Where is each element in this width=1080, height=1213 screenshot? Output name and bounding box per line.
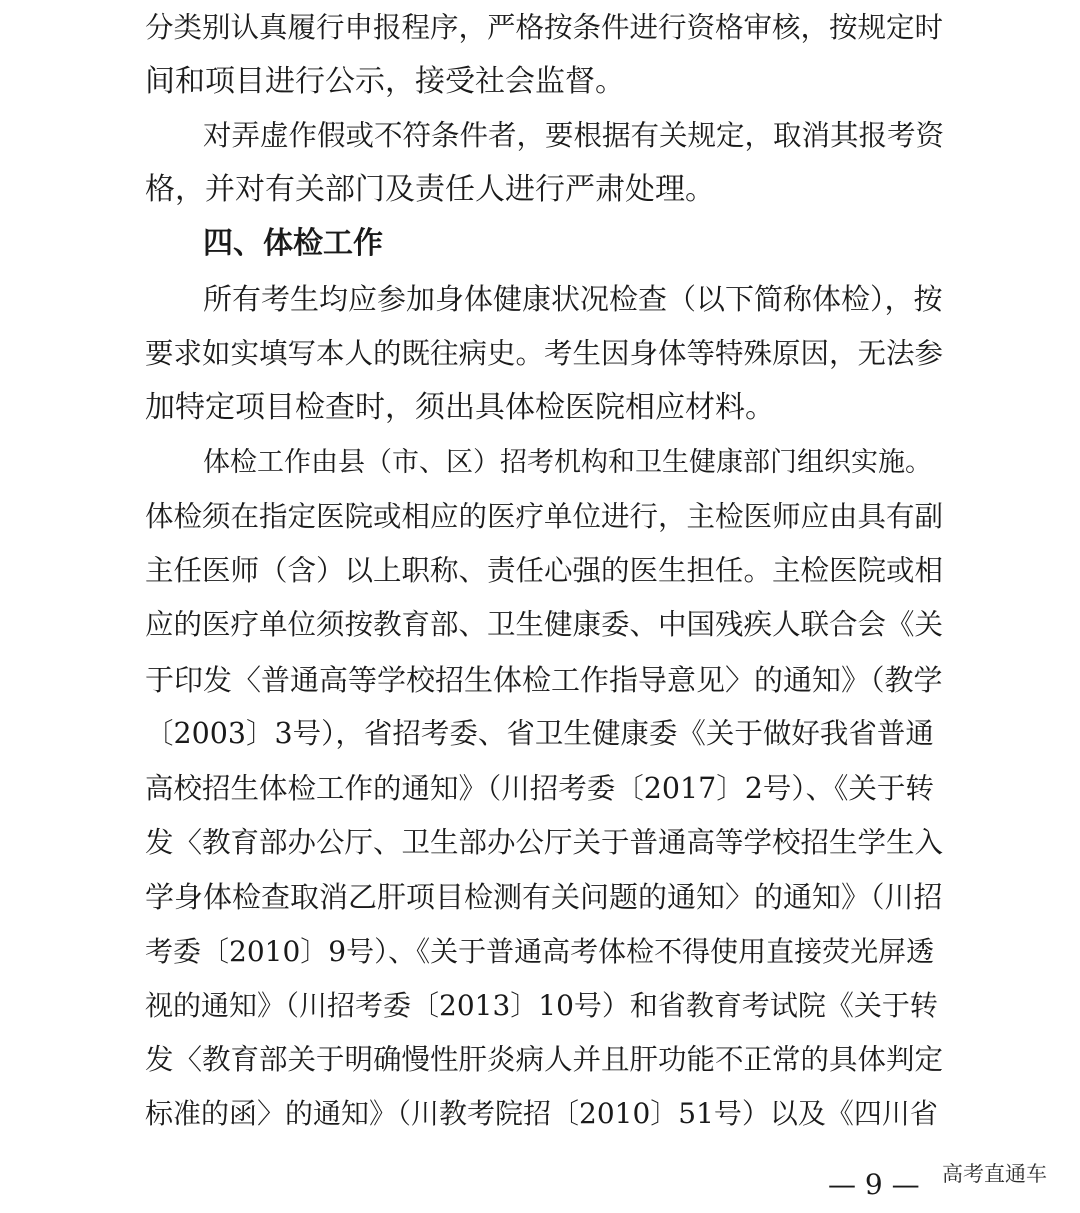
text-line: 标准的函〉的通知》（川教考院招〔2010〕51号）以及《四川省 [145, 1097, 938, 1130]
text-line: 要求如实填写本人的既往病史。考生因身体等特殊原因，无法参 [145, 337, 944, 370]
text-line: 格，并对有关部门及责任人进行严肃处理。 [145, 172, 715, 207]
text-line: 高校招生体检工作的通知》（川招考委〔2017〕2号）、《关于转 [145, 772, 934, 805]
text-line: 体检工作由县（市、区）招考机构和卫生健康部门组织实施。 [203, 447, 932, 478]
text-line: 所有考生均应参加身体健康状况检查（以下简称体检），按 [203, 282, 943, 316]
text-line: 间和项目进行公示，接受社会监督。 [145, 64, 625, 99]
text-line: 主任医师（含）以上职称、责任心强的医生担任。主检医院或相 [145, 554, 944, 587]
text-line: 分类别认真履行申报程序，严格按条件进行资格审核，按规定时 [145, 11, 944, 44]
text-line: 于印发〈普通高等学校招生体检工作指导意见〉的通知》（教学 [145, 663, 943, 697]
section-heading: 四、体检工作 [203, 226, 383, 261]
text-line: 加特定项目检查时，须出具体检医院相应材料。 [145, 390, 775, 425]
text-line: 考委〔2010〕9号）、《关于普通高考体检不得使用直接荧光屏透 [145, 935, 935, 968]
text-line: 体检须在指定医院或相应的医疗单位进行，主检医师应由具有副 [145, 500, 944, 533]
text-line: 对弄虚作假或不符条件者，要根据有关规定，取消其报考资 [203, 119, 945, 152]
text-line: 发〈教育部办公厅、卫生部办公厅关于普通高等学校招生学生入 [145, 826, 944, 859]
text-line: 发〈教育部关于明确慢性肝炎病人并且肝功能不正常的具体判定 [145, 1043, 944, 1076]
text-line: 〔2003〕3号），省招考委、省卫生健康委《关于做好我省普通 [145, 717, 934, 750]
watermark: 高考直通车 [942, 1162, 1047, 1186]
text-line: 应的医疗单位须按教育部、卫生健康委、中国残疾人联合会《关 [145, 608, 944, 641]
text-line: 学身体检查取消乙肝项目检测有关问题的通知〉的通知》（川招 [145, 880, 943, 914]
text-line: 视的通知》（川招考委〔2013〕10号）和省教育考试院《关于转 [145, 989, 938, 1022]
page-number: — 9 — [828, 1168, 920, 1201]
